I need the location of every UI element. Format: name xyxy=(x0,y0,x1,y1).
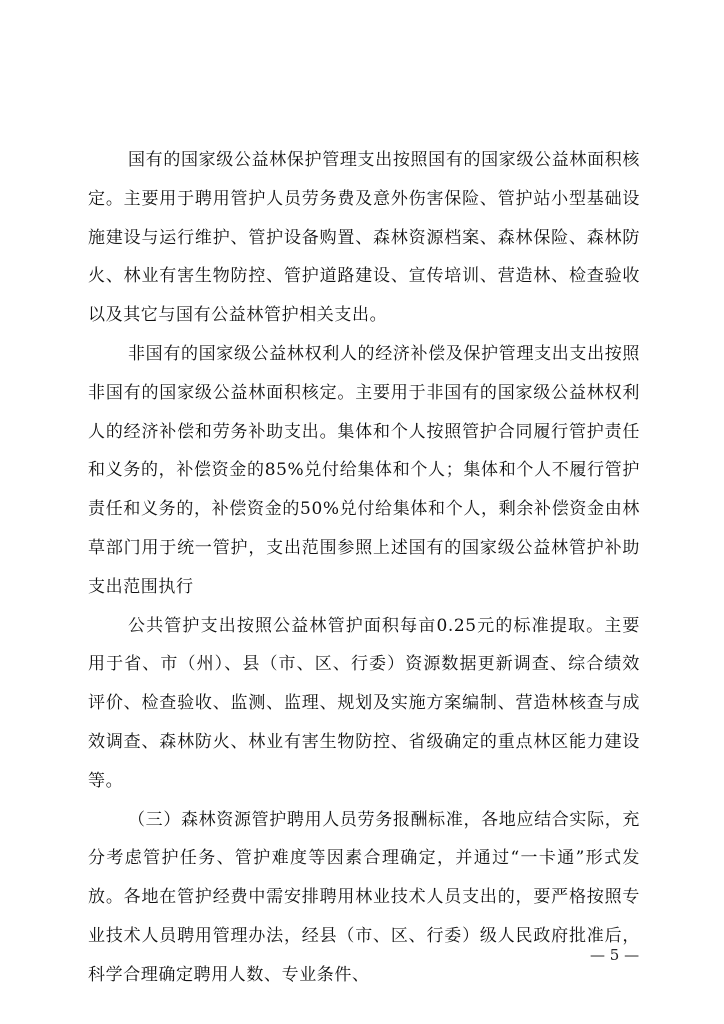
paragraph-labor-remuneration-standard: （三）森林资源管护聘用人员劳务报酬标准，各地应结合实际，充分考虑管护任务、管护难度等因素合理确定，并通过“一卡通”形式发放。各地在管护经费中需安排聘用林业技术人员支出的，要严格按照专业技术人员聘用管理办法，经县（市、区、行委）级人民政府批准后，科学合理确定聘用人数、专业条件、 xyxy=(88,809,640,985)
page-number: — 5 — xyxy=(590,946,640,964)
paragraph-public-management-expenditure: 公共管护支出按照公益林管护面积每亩0.25元的标准提取。主要用于省、市（州）、县（市、区、行委）资源数据更新调查、综合绩效评价、检查验收、监测、监理、规划及实施方案编制、营造林核查与成效调查、森林防火、林业有害生物防控、省级确定的重点林区能力建设等。 xyxy=(88,615,640,791)
document-body xyxy=(88,141,640,995)
paragraph-non-state-owned-compensation: 非国有的国家级公益林权利人的经济补偿及保护管理支出支出按照非国有的国家级公益林面积核定。主要用于非国有的国家级公益林权利人的经济补偿和劳务补助支出。集体和个人按照管护合同履行管护责任和义务的，补偿资金的85%兑付给集体和个人；集体和个人不履行管护责任和义务的，补偿资金的50%兑付给集体和个人，剩余补偿资金由林草部门用于统一管护，支出范围参照上述国有的国家级公益林管护补助支出范围执行 xyxy=(88,343,640,597)
paragraph-state-owned-forest-expenditure: 国有的国家级公益林保护管理支出按照国有的国家级公益林面积核定。主要用于聘用管护人员劳务费及意外伤害保险、管护站小型基础设施建设与运行维护、管护设备购置、森林资源档案、森林保险、森林防火、林业有害生物防控、管护道路建设、宣传培训、营造林、检查验收以及其它与国有公益林管护相关支出。 xyxy=(88,150,640,326)
